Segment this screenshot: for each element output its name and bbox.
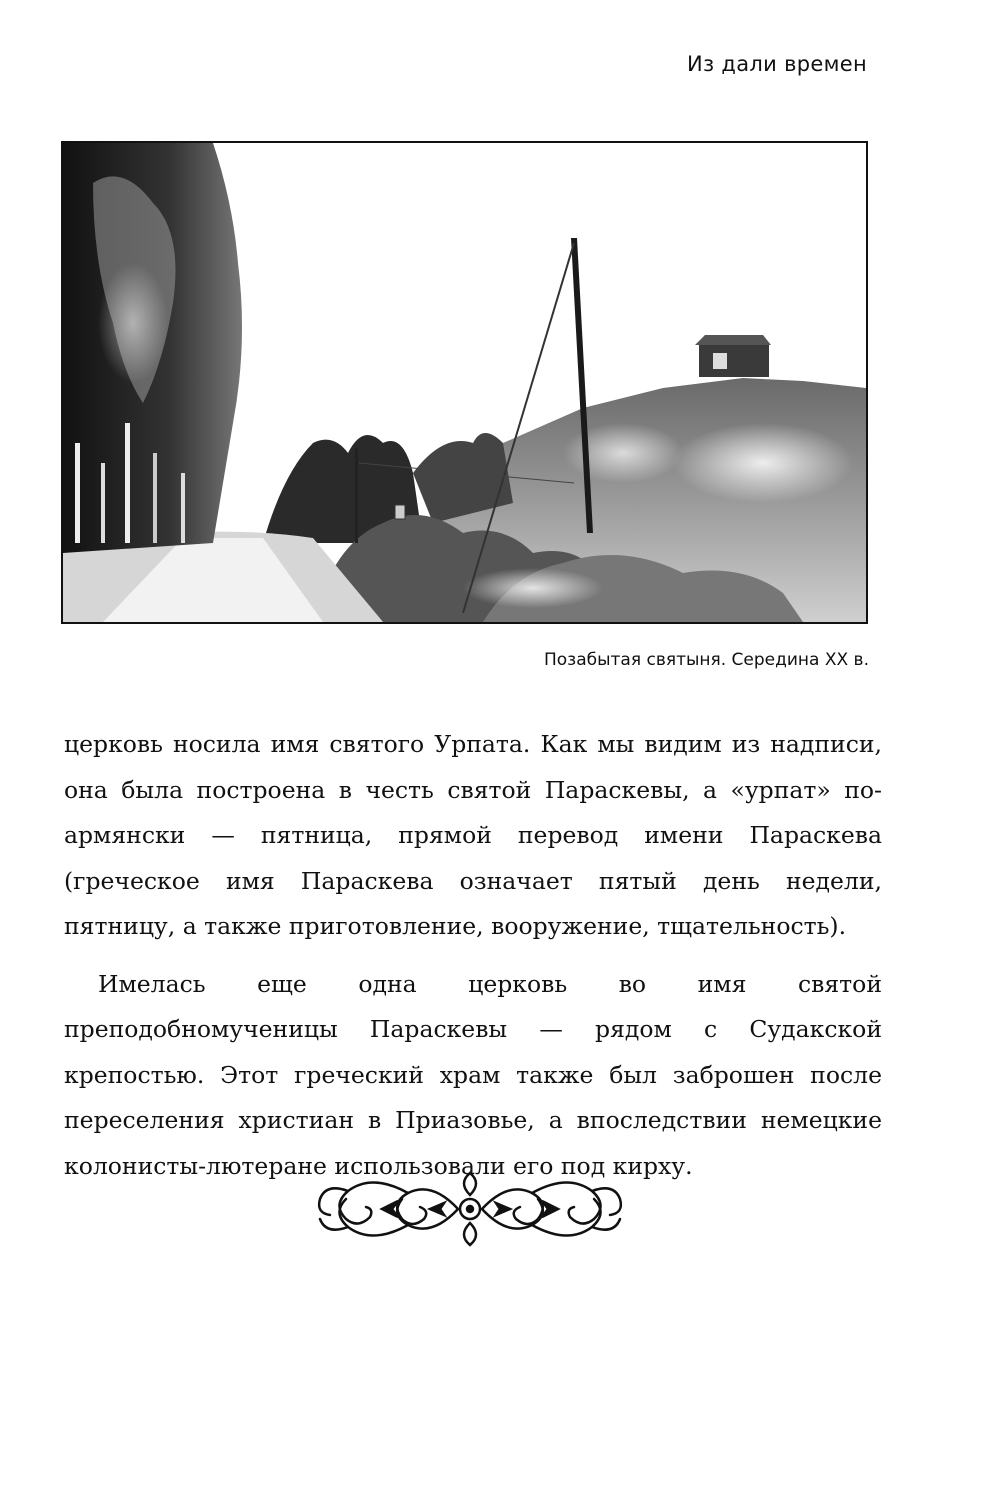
decorative-scroll-ornament-icon: [312, 1163, 628, 1255]
landscape-photo: [61, 141, 868, 624]
paragraph-2: Имелась еще одна церковь во имя святой преподобномученицы Параскевы — рядом с Судакской крепостью. Этот греческий храм также был заброшен после переселения христиан в Приазовье, а впоследствии немецкие колонисты-лютеране использовали его под кирху.: [64, 969, 882, 1180]
paragraph-1: церковь носила имя святого Урпата. Как мы видим из надписи, она была построена в честь святой Параскевы, а «урпат» по-армянски — пятница, прямой перевод имени Параскева (греческое имя Параскева означает пятый день недели, пятницу, а также приготовление, вооружение, тщательность).: [64, 730, 882, 940]
body-text: [64, 722, 882, 1189]
photo-caption: Позабытая святыня. Середина XX в.: [543, 650, 869, 670]
running-head: Из дали времен: [686, 52, 867, 76]
